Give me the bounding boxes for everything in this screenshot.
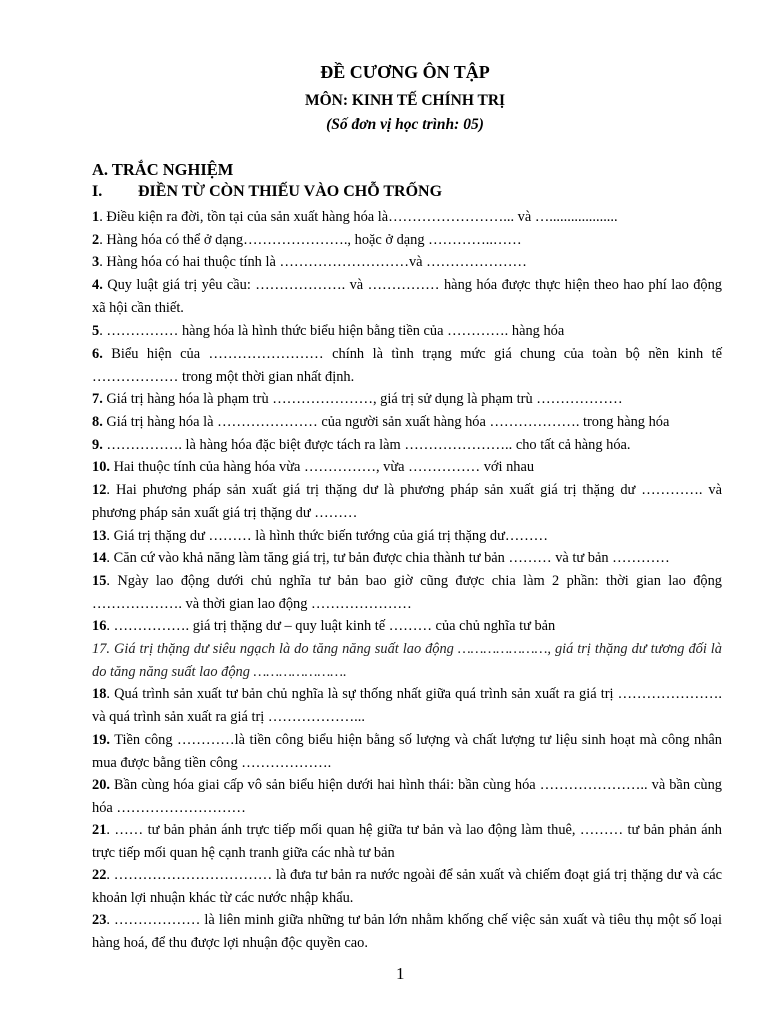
question-text: …………… hàng hóa là hình thức biểu hiện bằng tiền của …………. hàng hóa <box>102 323 565 339</box>
document-title: ĐỀ CƯƠNG ÔN TẬP <box>320 62 490 82</box>
question-number: 2 <box>92 232 100 248</box>
section-heading: A. TRẮC NGHIỆM <box>92 160 234 179</box>
question-23: 23. ……………… là liên minh giữa những tư bản lớn nhằm khống chế việc sản xuất và tiêu thụ một số loại hàng hoá, để thu được lợi nhuận độc quyền cao. <box>92 912 722 951</box>
question-number: 22 <box>92 867 107 883</box>
question-19 <box>92 729 722 774</box>
question-number: 8. <box>92 414 103 430</box>
question-text: …………………………… là đưa tư bản ra nước ngoài để sản xuất và chiếm đoạt giá trị thặng dư và các khoản lợi nhuận khác từ các nước nhập khẩu. <box>92 867 722 906</box>
question-10 <box>92 456 722 479</box>
question-4 <box>92 274 722 319</box>
question-text: Biểu hiện của …………………… chính là tình trạng mức giá chung của toàn bộ nền kinh tế ……………… trong một thời gian nhất định. <box>92 346 722 385</box>
question-15: 15. Ngày lao động dưới chủ nghĩa tư bản bao giờ cũng được chia làm 2 phần: thời gian lao động ………………. và thời gian lao động ………………… <box>92 573 722 612</box>
question-number: 23 <box>92 912 107 928</box>
question-number: 18 <box>92 686 107 702</box>
question-number: 9. <box>92 437 103 453</box>
subsection-number: I. <box>92 183 103 200</box>
subsection-title: ĐIỀN TỪ CÒN THIẾU VÀO CHỖ TRỐNG <box>138 183 443 200</box>
question-text: Bần cùng hóa giai cấp vô sản biểu hiện dưới hai hình thái: bần cùng hóa ………………….. và bần cùng hóa ……………………… <box>92 777 722 816</box>
question-text: ……………. giá trị thặng dư – quy luật kinh tế ……… của chủ nghĩa tư bản <box>110 618 556 634</box>
question-18: 18. Quá trình sản xuất tư bản chủ nghĩa là sự thống nhất giữa quá trình sản xuất ra giá trị …………………. và quá trình sản xuất ra giá trị ………………... <box>92 686 722 725</box>
question-9 <box>92 434 722 457</box>
question-1: 1. Điều kiện ra đời, tồn tại của sản xuất hàng hóa là……………………... và …................... <box>92 209 618 225</box>
question-text: Hai phương pháp sản xuất giá trị thặng dư là phương pháp sản xuất giá trị thặng dư …………. và phương pháp sản xuất giá trị thặng dư ……… <box>92 482 722 521</box>
question-number: 10. <box>92 459 110 475</box>
question-13: 13. Giá trị thặng dư ……… là hình thức biến tướng của giá trị thặng dư……… <box>92 528 549 544</box>
question-text: Căn cứ vào khả năng làm tăng giá trị, tư bản được chia thành tư bản ……… và tư bản ………… <box>110 550 670 566</box>
question-7 <box>92 388 722 411</box>
question-text: Hai thuộc tính của hàng hóa vừa ……………, vừa …………… với nhau <box>110 459 535 475</box>
question-text: Quá trình sản xuất tư bản chủ nghĩa là sự thống nhất giữa quá trình sản xuất ra giá trị …………………. và quá trình sản xuất ra giá trị ………………... <box>92 686 722 725</box>
question-number: 20. <box>92 777 110 793</box>
credits-note: (Số đơn vị học trình: 05) <box>326 116 484 133</box>
question-text: Tiền công …………là tiền công biểu hiện bằng số lượng và chất lượng tư liệu sinh hoạt mà công nhân mua được bằng tiền công ………………. <box>92 732 722 771</box>
question-22: 22. …………………………… là đưa tư bản ra nước ngoài để sản xuất và chiếm đoạt giá trị thặng dư và các khoản lợi nhuận khác từ các nước nhập khẩu. <box>92 867 722 906</box>
question-text: 17. Giá trị thặng dư siêu ngạch là do tăng năng suất lao động …………………, giá trị thặng dư tương đối là do tăng năng suất lao động …………………. <box>92 641 722 680</box>
question-text: Giá trị thặng dư ……… là hình thức biến tướng của giá trị thặng dư……… <box>110 528 549 544</box>
question-text: Ngày lao động dưới chủ nghĩa tư bản bao giờ cũng được chia làm 2 phần: thời gian lao động ………………. và thời gian lao động ………………… <box>92 573 722 612</box>
question-text: Giá trị hàng hóa là ………………… của người sản xuất hàng hóa ………………. trong hàng hóa <box>102 414 670 430</box>
question-16: 16. ……………. giá trị thặng dư – quy luật kinh tế ……… của chủ nghĩa tư bản <box>92 618 556 634</box>
question-text: ……………. là hàng hóa đặc biệt được tách ra làm ………………….. cho tất cả hàng hóa. <box>102 437 631 453</box>
question-12: 12. Hai phương pháp sản xuất giá trị thặng dư là phương pháp sản xuất giá trị thặng dư …………. và phương pháp sản xuất giá trị thặng dư ……… <box>92 482 722 521</box>
question-text: …… tư bản phản ánh trực tiếp mối quan hệ giữa tư bản và lao động làm thuê, ……… tư bản phản ánh trực tiếp mối quan hệ cạnh tranh giữa các nhà tư bản <box>92 822 722 861</box>
question-20 <box>92 774 722 819</box>
question-text: ……………… là liên minh giữa những tư bản lớn nhằm khống chế việc sản xuất và tiêu thụ một số loại hàng hoá, để thu được lợi nhuận độc quyền cao. <box>92 912 722 951</box>
question-14: 14. Căn cứ vào khả năng làm tăng giá trị, tư bản được chia thành tư bản ……… và tư bản ………… <box>92 550 670 566</box>
subject-title: MÔN: KINH TẾ CHÍNH TRỊ <box>304 92 506 109</box>
question-number: 16 <box>92 618 107 634</box>
subsection-heading <box>92 183 442 201</box>
question-number: 14 <box>92 550 107 566</box>
question-number: 3 <box>92 254 100 270</box>
question-8 <box>92 411 722 434</box>
question-text: Quy luật giá trị yêu cầu: ………………. và …………… hàng hóa được thực hiện theo hao phí lao động xã hội cần thiết. <box>92 277 722 316</box>
question-text: Điều kiện ra đời, tồn tại của sản xuất hàng hóa là……………………... và …................... <box>102 209 618 225</box>
question-number: 6. <box>92 346 103 362</box>
question-text: Giá trị hàng hóa là phạm trù …………………, giá trị sử dụng là phạm trù ……………… <box>102 391 623 407</box>
question-number: 13 <box>92 528 107 544</box>
question-3: 3. Hàng hóa có hai thuộc tính là ………………………và ………………… <box>92 254 527 270</box>
page-number: 1 <box>396 964 405 983</box>
question-number: 21 <box>92 822 107 838</box>
question-21: 21. …… tư bản phản ánh trực tiếp mối quan hệ giữa tư bản và lao động làm thuê, ……… tư bản phản ánh trực tiếp mối quan hệ cạnh tranh giữa các nhà tư bản <box>92 822 722 861</box>
question-number: 5 <box>92 323 100 339</box>
question-number: 7. <box>92 391 103 407</box>
question-number: 1 <box>92 209 100 225</box>
question-number: 19. <box>92 732 110 748</box>
question-number: 4. <box>92 277 103 293</box>
question-text: Hàng hóa có thể ở dạng…………………., hoặc ở dạng …………..…… <box>102 232 522 248</box>
question-number: 12 <box>92 482 107 498</box>
question-2: 2. Hàng hóa có thể ở dạng…………………., hoặc ở dạng …………..…… <box>92 232 522 248</box>
question-17 <box>92 638 722 683</box>
question-text: Hàng hóa có hai thuộc tính là ………………………và ………………… <box>102 254 527 270</box>
question-5: 5. …………… hàng hóa là hình thức biểu hiện bằng tiền của …………. hàng hóa <box>92 323 565 339</box>
question-number: 15 <box>92 573 107 589</box>
question-6 <box>92 343 722 388</box>
